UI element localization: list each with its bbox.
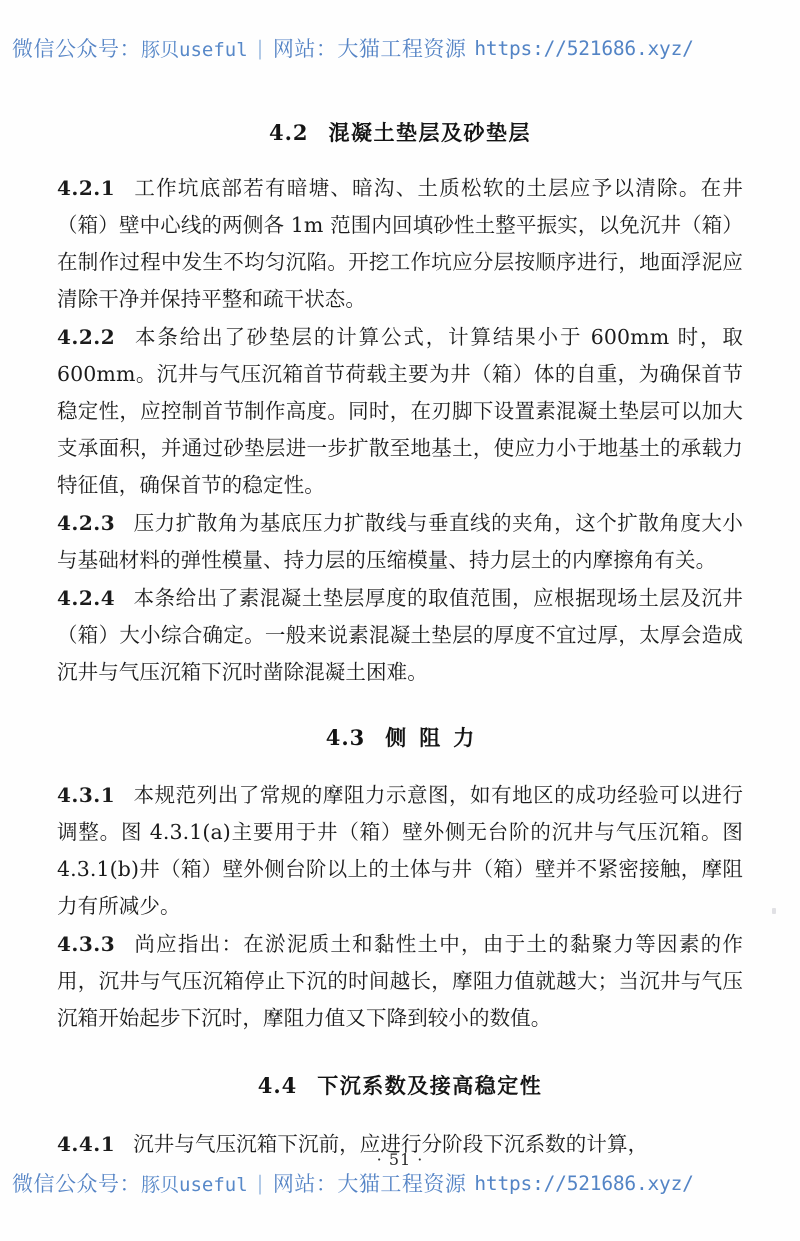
section-heading-4-3 <box>57 725 743 751</box>
clause-number-4-4-1: 4.4.1 <box>57 1131 116 1156</box>
section-number-4-4: 4.4 <box>257 1073 298 1099</box>
clause-text-4-3-1: 本规范列出了常规的摩阻力示意图，如有地区的成功经验可以进行调整。图 4.3.1(a)主要用于井（箱）壁外侧无台阶的沉井与气压沉箱。图 4.3.1(b)井（箱）壁外侧台阶以上的土体与井（箱）壁并不紧密接触，摩阻力有所减少。 <box>57 783 743 919</box>
clause-4-3-3 <box>57 926 743 1037</box>
watermark-url-footer: https://521686.xyz/ <box>474 1171 694 1195</box>
section-heading-4-4 <box>57 1073 743 1099</box>
watermark-site-label: 网站： <box>272 37 338 61</box>
clause-number-4-3-3: 4.3.3 <box>57 932 116 957</box>
clause-4-3-1 <box>57 777 743 925</box>
watermark-separator-footer: | <box>256 1171 264 1195</box>
clause-4-2-4 <box>57 580 743 691</box>
section-title-4-3: 侧阻力 <box>385 726 488 751</box>
section-number-4-3: 4.3 <box>325 725 366 751</box>
clause-text-4-2-3: 压力扩散角为基底压力扩散线与垂直线的夹角，这个扩散角度大小与基础材料的弹性模量、持力层的压缩模量、持力层土的内摩擦角有关。 <box>57 511 743 573</box>
clause-4-2-1 <box>57 170 743 318</box>
section-title-4-4: 下沉系数及接高稳定性 <box>317 1074 543 1099</box>
clause-text-4-2-4: 本条给出了素混凝土垫层厚度的取值范围，应根据现场土层及沉井（箱）大小综合确定。一般来说素混凝土垫层的厚度不宜过厚，太厚会造成沉井与气压沉箱下沉时凿除混凝土困难。 <box>57 586 743 685</box>
clause-text-4-4-1: 沉井与气压沉箱下沉前，应进行分阶段下沉系数的计算， <box>133 1131 649 1156</box>
section-title-4-2: 混凝土垫层及砂垫层 <box>328 121 532 145</box>
clause-number-4-2-3: 4.2.3 <box>57 511 116 536</box>
watermark-header <box>0 33 800 63</box>
clause-number-4-2-2: 4.2.2 <box>57 325 116 350</box>
clause-number-4-2-4: 4.2.4 <box>57 586 116 611</box>
watermark-wechat-label-footer: 微信公众号： <box>12 1172 141 1196</box>
watermark-wechat-name-footer: 豚贝useful <box>141 1173 248 1196</box>
watermark-wechat-label: 微信公众号： <box>12 37 141 61</box>
clause-text-4-2-2: 本条给出了砂垫层的计算公式，计算结果小于 600mm 时，取 600mm。沉井与气压沉箱首节荷载主要为井（箱）体的自重，为确保首节稳定性，应控制首节制作高度。同时，在刃脚下设置素混凝土垫层可以加大支承面积，并通过砂垫层进一步扩散至地基土，使应力小于地基土的承载力特征值，确保首节的稳定性。 <box>57 325 743 498</box>
scan-artifact-speck <box>772 908 776 914</box>
clause-number-4-3-1: 4.3.1 <box>57 783 116 808</box>
clause-text-4-2-1: 工作坑底部若有暗塘、暗沟、土质松软的土层应予以清除。在井（箱）壁中心线的两侧各 1m 范围内回填砂性土整平振实，以免沉井（箱）在制作过程中发生不均匀沉陷。开挖工作坑应分层按顺序进行，地面浮泥应清除干净并保持平整和疏干状态。 <box>57 176 743 312</box>
watermark-site-name-footer: 大猫工程资源 <box>337 1172 467 1196</box>
page-number: · 51 · <box>376 1150 424 1169</box>
section-heading-4-2 <box>57 120 743 146</box>
watermark-site-name: 大猫工程资源 <box>337 37 467 61</box>
document-body <box>57 120 743 1164</box>
clause-4-2-2 <box>57 319 743 504</box>
section-number-4-2: 4.2 <box>268 120 309 145</box>
watermark-url: https://521686.xyz/ <box>474 36 694 60</box>
clause-number-4-2-1: 4.2.1 <box>57 176 116 201</box>
watermark-footer <box>0 1168 800 1198</box>
watermark-site-label-footer: 网站： <box>272 1172 338 1196</box>
watermark-wechat-name: 豚贝useful <box>141 38 248 61</box>
clause-4-2-3 <box>57 505 743 579</box>
clause-text-4-3-3: 尚应指出：在淤泥质土和黏性土中，由于土的黏聚力等因素的作用，沉井与气压沉箱停止下沉的时间越长，摩阻力值就越大；当沉井与气压沉箱开始起步下沉时，摩阻力值又下降到较小的数值。 <box>57 932 743 1031</box>
watermark-separator: | <box>256 36 264 60</box>
